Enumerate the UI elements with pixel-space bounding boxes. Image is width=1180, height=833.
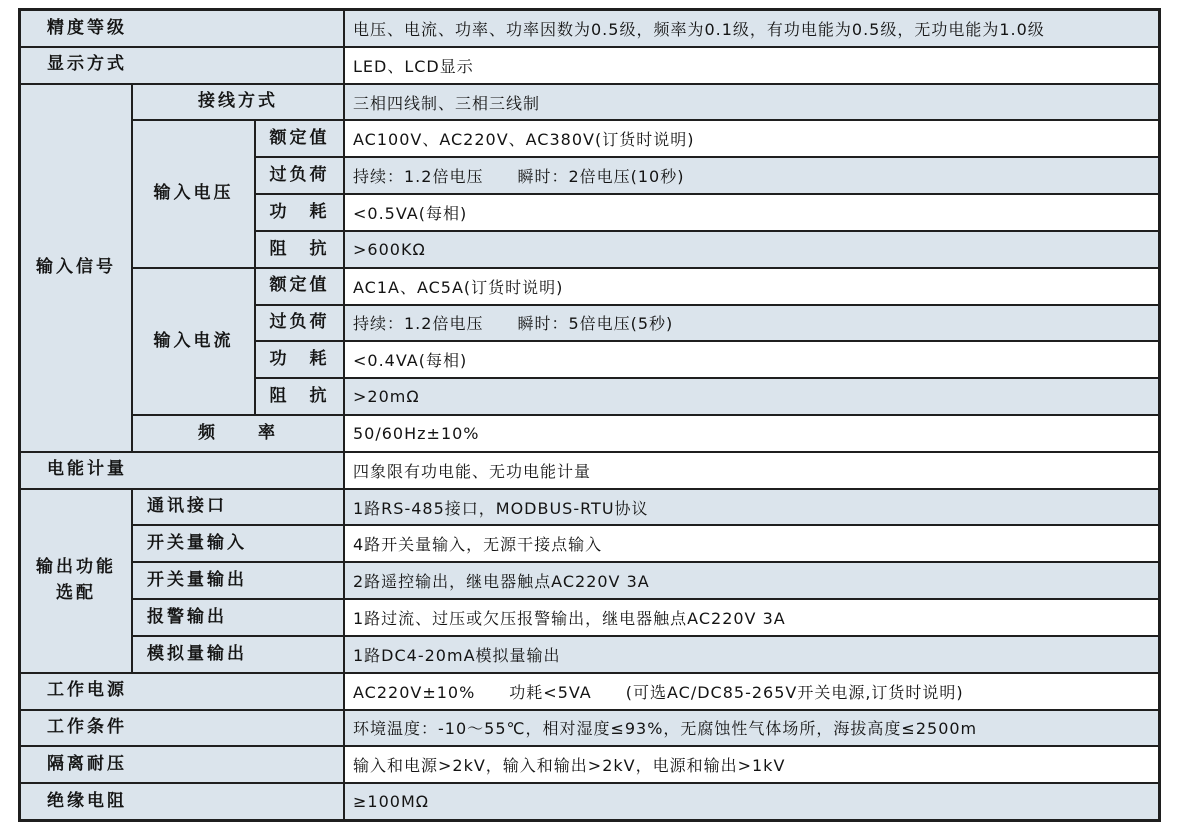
row-label-voltage-consumption: 功 耗 [256,195,343,230]
row-label-power-supply: 工作电源 [21,674,343,709]
row-label-wiring: 接线方式 [133,85,343,120]
row-label-isolation-withstand: 隔离耐压 [21,747,343,782]
row-label-energy-metering: 电能计量 [21,453,343,488]
row-label-working-conditions: 工作条件 [21,711,343,746]
group-label-output-options: 输出功能选配 [21,490,131,672]
row-label-current-rated: 额定值 [256,269,343,304]
row-value-display: LED、LCD显示 [345,48,1158,83]
row-value-energy-metering: 四象限有功电能、无功电能计量 [345,453,1158,488]
row-value-isolation-withstand: 输入和电源>2kV，输入和输出>2kV，电源和输出>1kV [345,747,1158,782]
row-label-digital-input: 开关量输入 [133,526,343,561]
specifications-table [18,8,1161,822]
row-label-accuracy: 精度等级 [21,11,343,46]
row-value-wiring: 三相四线制、三相三线制 [345,85,1158,120]
row-label-digital-output: 开关量输出 [133,563,343,598]
row-value-current-consumption: <0.4VA(每相) [345,342,1158,377]
row-value-insulation-resistance: ≥100MΩ [345,784,1158,819]
row-value-working-conditions: 环境温度：-10～55℃，相对湿度≤93%，无腐蚀性气体场所，海拔高度≤2500m [345,711,1158,746]
group-label-input-current: 输入电流 [133,269,254,414]
row-value-power-supply: AC220V±10% 功耗<5VA (可选AC/DC85-265V开关电源,订货时说明) [345,674,1158,709]
row-label-current-overload: 过负荷 [256,306,343,341]
row-value-digital-input: 4路开关量输入，无源干接点输入 [345,526,1158,561]
row-label-comm-port: 通讯接口 [133,490,343,525]
row-label-analog-output: 模拟量输出 [133,637,343,672]
row-label-current-impedance: 阻 抗 [256,379,343,414]
row-label-alarm-output: 报警输出 [133,600,343,635]
row-label-voltage-impedance: 阻 抗 [256,232,343,267]
row-label-current-consumption: 功 耗 [256,342,343,377]
row-value-voltage-rated: AC100V、AC220V、AC380V(订货时说明) [345,121,1158,156]
row-value-current-overload: 持续：1.2倍电压 瞬时：5倍电压(5秒) [345,306,1158,341]
row-label-display: 显示方式 [21,48,343,83]
row-label-voltage-overload: 过负荷 [256,158,343,193]
row-value-voltage-impedance: >600KΩ [345,232,1158,267]
row-value-frequency: 50/60Hz±10% [345,416,1158,451]
group-label-input-signal: 输入信号 [21,85,131,451]
row-label-insulation-resistance: 绝缘电阻 [21,784,343,819]
row-value-accuracy: 电压、电流、功率、功率因数为0.5级，频率为0.1级，有功电能为0.5级，无功电能为1.0级 [345,11,1158,46]
row-value-current-impedance: >20mΩ [345,379,1158,414]
row-value-voltage-consumption: <0.5VA(每相) [345,195,1158,230]
row-value-alarm-output: 1路过流、过压或欠压报警输出，继电器触点AC220V 3A [345,600,1158,635]
row-label-voltage-rated: 额定值 [256,121,343,156]
row-value-digital-output: 2路遥控输出，继电器触点AC220V 3A [345,563,1158,598]
row-value-current-rated: AC1A、AC5A(订货时说明) [345,269,1158,304]
row-value-comm-port: 1路RS-485接口，MODBUS-RTU协议 [345,490,1158,525]
row-value-analog-output: 1路DC4-20mA模拟量输出 [345,637,1158,672]
group-label-input-voltage: 输入电压 [133,121,254,266]
row-value-voltage-overload: 持续：1.2倍电压 瞬时：2倍电压(10秒) [345,158,1158,193]
row-label-frequency: 频 率 [133,416,343,451]
